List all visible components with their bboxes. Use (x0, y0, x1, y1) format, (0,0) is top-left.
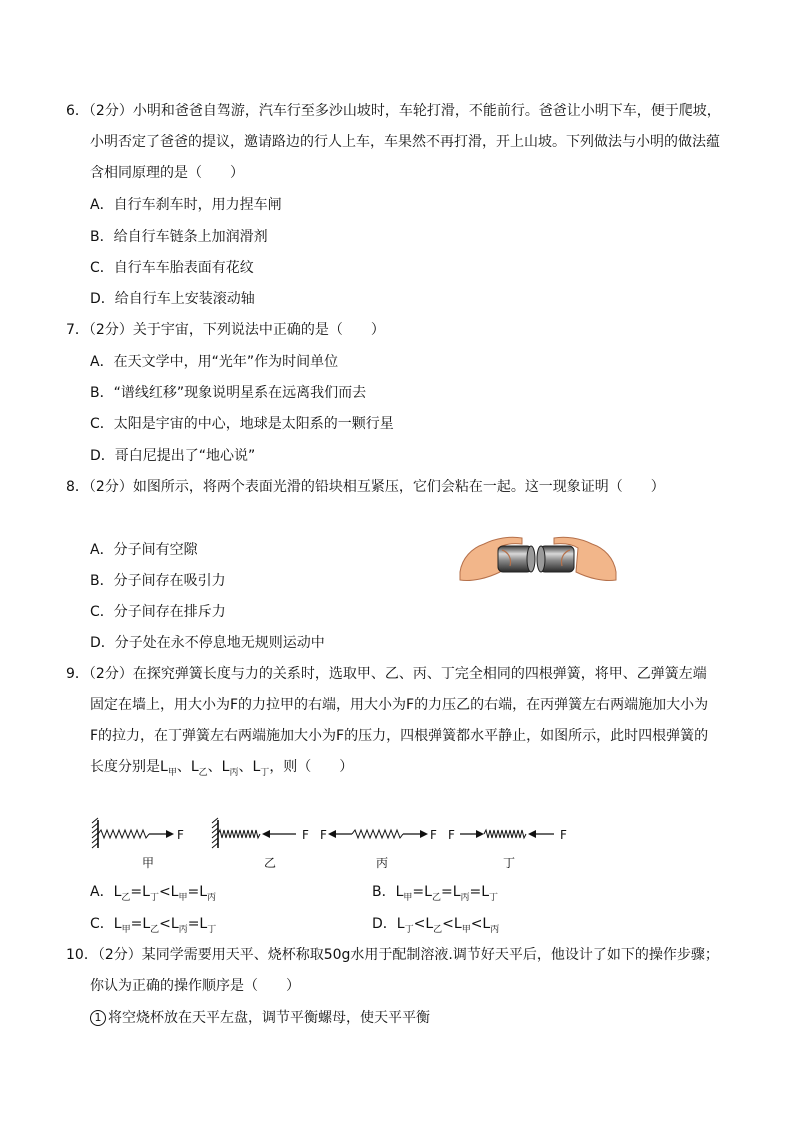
q9-option-d: D．$L_丁<L_乙<L_甲<L_丙$ (372, 916, 500, 935)
q10-step-1: 1 将空烧杯放在天平左盘，调节平衡螺母，使天平平衡 (90, 1008, 430, 1028)
force-label: F (448, 828, 455, 842)
q9-stem-line1: 9．（2分）在探究弹簧长度与力的关系时，选取甲、乙、丙、丁完全相同的四根弹簧，将甲、乙弹簧左端 (66, 666, 707, 682)
circled-number: 1 (90, 1010, 106, 1026)
force-label: F (177, 828, 184, 842)
q9-option-a: A．$L_乙=L_丁<L_甲=L_丙$ (90, 884, 217, 903)
q7-stem: 7．（2分）关于宇宙，下列说法中正确的是（ ） (66, 322, 385, 338)
q10-stem-line1: 10．（2分）某同学需要用天平、烧杯称取50g水用于配制溶液.调节好天平后，他设计了如下的操作步骤； (66, 947, 719, 963)
lead-blocks-figure (458, 528, 618, 586)
spring-bing (328, 830, 428, 838)
q7-option-d: D．哥白尼提出了“地心说” (90, 448, 256, 464)
q9-stem-line3: F的拉力，在丁弹簧左右两端施加大小为F的压力，四根弹簧都水平静止，如图所示，此时四根弹簧的 (90, 728, 709, 744)
q6-stem-line2: 小明否定了爸爸的提议，邀请路边的行人上车，车果然不再打滑，开上山坡。下列做法与小明的做法蕴 (90, 134, 720, 150)
force-label: F (560, 828, 567, 842)
q6-option-a: A．自行车刹车时，用力捏车闸 (90, 197, 282, 213)
q7-option-a: A．在天文学中，用“光年”作为时间单位 (90, 354, 339, 370)
q9-option-b: B．$L_甲=L_乙=L_丙=L_丁$ (372, 884, 499, 903)
spring-label-yi: 乙 (264, 856, 277, 870)
q8-stem: 8．（2分）如图所示，将两个表面光滑的铅块相互紧压，它们会粘在一起。这一现象证明（ ） (66, 479, 665, 495)
q10-stem-line2: 你认为正确的操作顺序是（ ） (90, 978, 300, 994)
q7-option-c: C．太阳是宇宙的中心，地球是太阳系的一颗行星 (90, 416, 394, 432)
q6-stem-line1: 6．（2分）小明和爸爸自驾游，汽车行至多沙山坡时，车轮打滑，不能前行。爸爸让小明下车，便于爬坡， (66, 103, 721, 119)
q9-option-c: C．$L_甲=L_乙<L_丙=L_丁$ (90, 916, 217, 935)
force-label: F (430, 828, 437, 842)
force-label: F (320, 828, 327, 842)
spring-label-ding: 丁 (503, 856, 516, 870)
q8-option-d: D．分子处在永不停息地无规则运动中 (90, 635, 325, 651)
springs-figure (90, 818, 580, 852)
spring-label-jia: 甲 (142, 856, 155, 870)
q8-option-b: B．分子间存在吸引力 (90, 573, 226, 589)
q9-stem-line4: 长度分别是$L_甲$、$L_乙$、$L_丙$、$L_丁$，则（ ） (90, 759, 354, 778)
q7-option-b: B．“谱线红移”现象说明星系在远离我们而去 (90, 385, 367, 401)
force-label: F (302, 828, 309, 842)
q6-stem-line3: 含相同原理的是（ ） (90, 165, 244, 181)
q6-option-b: B．给自行车链条上加润滑剂 (90, 229, 268, 245)
q8-option-a: A．分子间有空隙 (90, 542, 198, 558)
spring-ding (460, 830, 554, 838)
q8-option-c: C．分子间存在排斥力 (90, 604, 226, 620)
q6-option-d: D．给自行车上安装滚动轴 (90, 291, 255, 307)
q6-option-c: C．自行车车胎表面有花纹 (90, 260, 254, 276)
spring-yi (212, 818, 296, 848)
q9-stem-line2: 固定在墙上，用大小为F的力拉甲的右端，用大小为F的力压乙的右端，在丙弹簧左右两端施加大小为 (90, 697, 709, 713)
spring-jia (92, 818, 174, 848)
spring-label-bing: 丙 (376, 856, 389, 870)
